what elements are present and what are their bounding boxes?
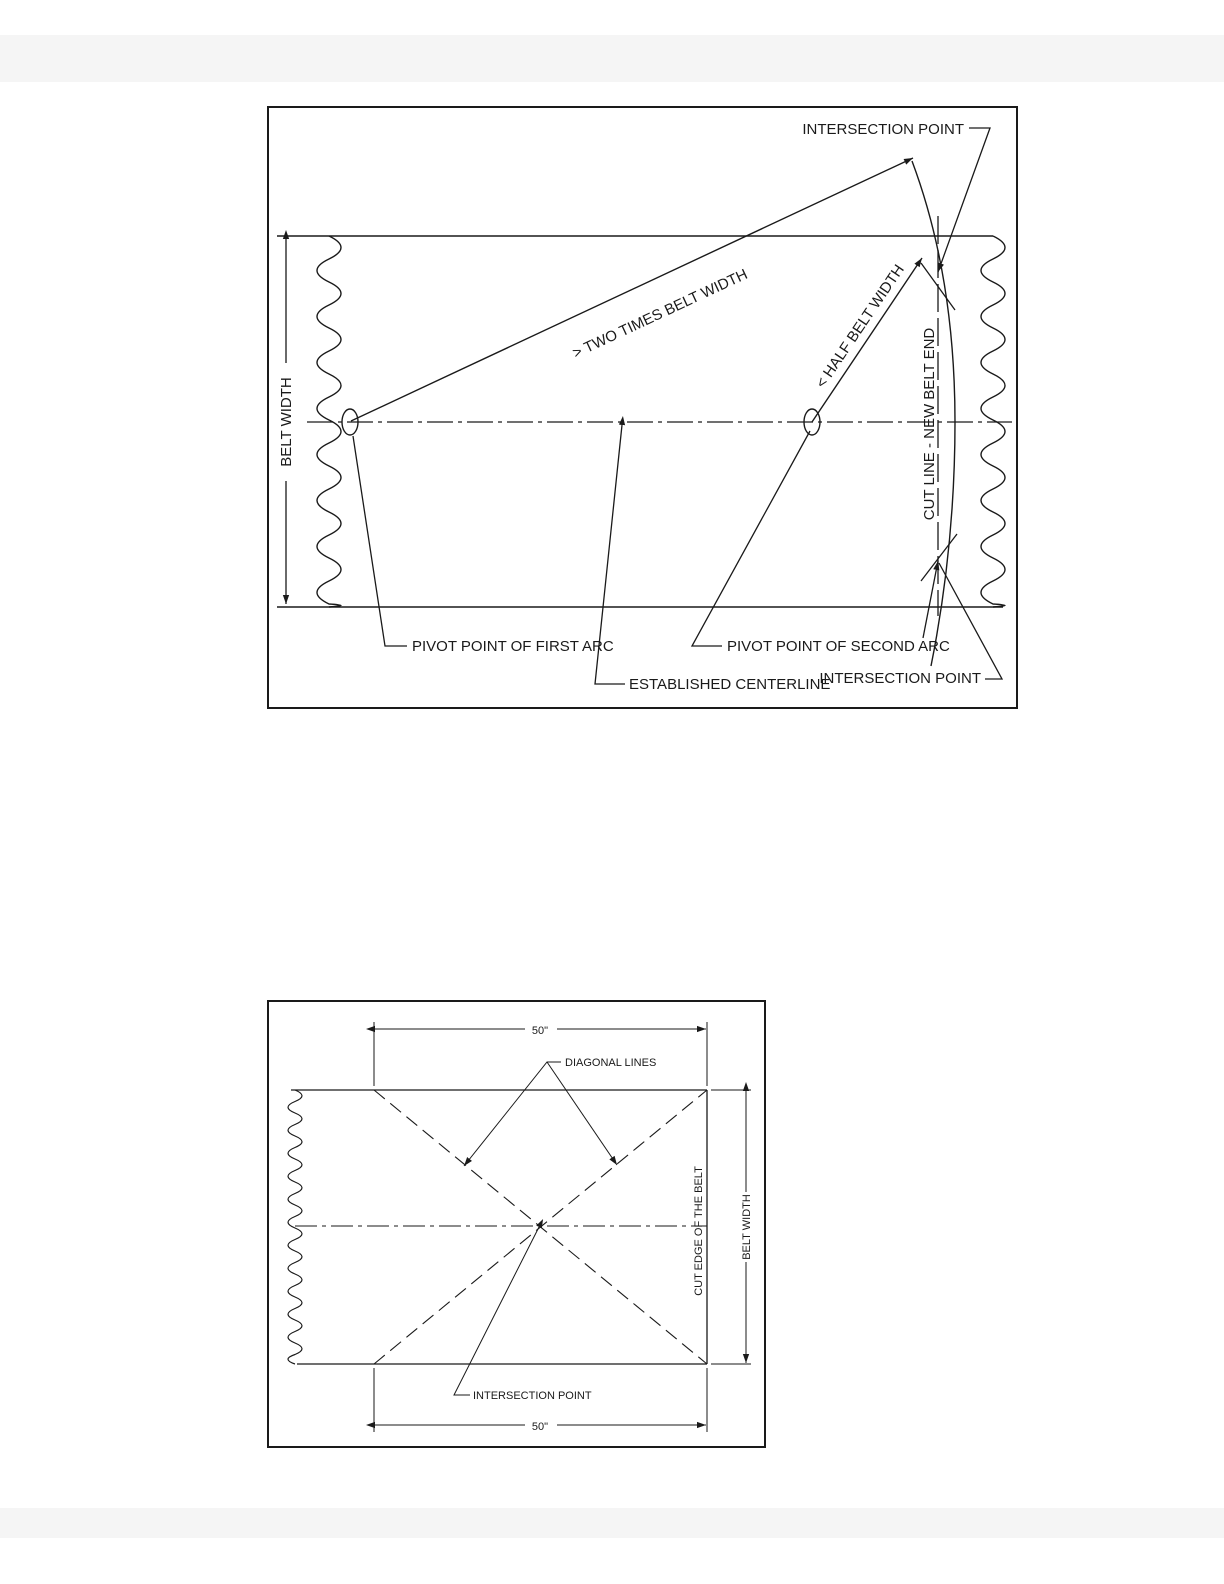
belt-width-label-2: BELT WIDTH	[741, 1194, 753, 1260]
pivot-second-label: PIVOT POINT OF SECOND ARC	[727, 638, 950, 655]
bottom-band	[0, 1508, 1224, 1538]
centerline-label: ESTABLISHED CENTERLINE	[629, 676, 831, 693]
diagonal-lines-label: DIAGONAL LINES	[565, 1057, 657, 1069]
cut-line-label: CUT LINE - NEW BELT END	[921, 327, 938, 521]
intersection-top-label: INTERSECTION POINT	[802, 121, 964, 138]
half-belt-width-label: < HALF BELT WIDTH	[812, 261, 908, 392]
intersection-bottom-label: INTERSECTION POINT	[819, 670, 981, 687]
arc-method-svg	[267, 106, 1018, 709]
pivot-first-label: PIVOT POINT OF FIRST ARC	[412, 638, 614, 655]
intersection-top-leader	[938, 128, 990, 272]
bottom-arc-tick	[921, 534, 957, 581]
figure-frame-2	[268, 1001, 765, 1447]
two-times-label: > TWO TIMES BELT WIDTH	[569, 265, 751, 362]
half-belt-width-line	[812, 258, 922, 422]
pivot-second-leader	[692, 431, 810, 646]
diagonal-leader-b	[547, 1062, 617, 1165]
pivot-first-leader	[353, 436, 407, 646]
top-band	[0, 35, 1224, 82]
left-break-line-2	[288, 1090, 302, 1364]
diagonal-method-diagram	[267, 1000, 766, 1448]
intersection-label-2: INTERSECTION POINT	[473, 1390, 592, 1402]
diagonal-method-svg	[267, 1000, 766, 1448]
cut-edge-label: CUT EDGE OF THE BELT	[693, 1166, 705, 1296]
intersection-leader-2	[454, 1227, 539, 1395]
dim-bottom-label: 50"	[531, 1421, 549, 1433]
intersection-bottom-leader-b	[939, 563, 1002, 679]
arc-method-diagram	[267, 106, 1018, 709]
intersection-bottom-leader-a	[923, 561, 938, 638]
dim-top-label: 50"	[531, 1025, 549, 1037]
diagonal-leader-a	[464, 1062, 561, 1166]
belt-width-label: BELT WIDTH	[278, 377, 295, 467]
